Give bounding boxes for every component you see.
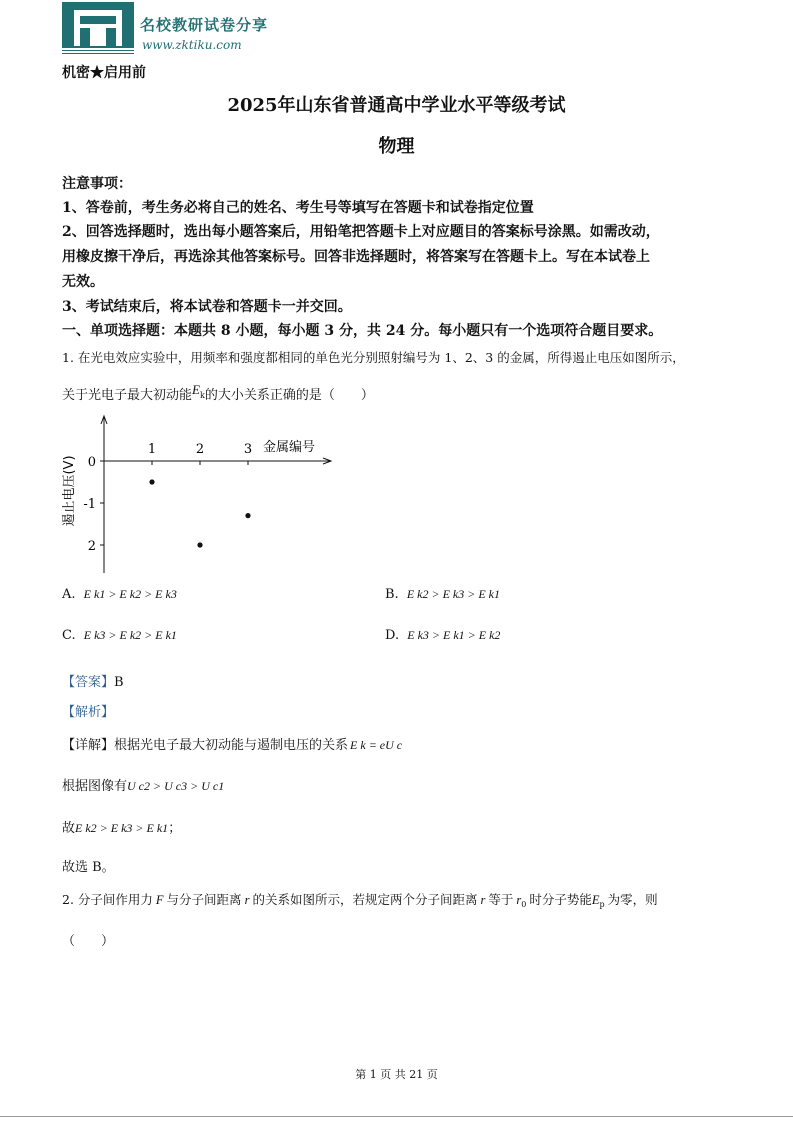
note-item-2-line-2: 用橡皮擦干净后，再选涂其他答案标号。回答非选择题时，将答案写在答题卡上。写在本试卷上 bbox=[62, 249, 650, 265]
stopping-voltage-chart bbox=[56, 408, 356, 578]
answer-tag: 【答案】 bbox=[62, 675, 115, 690]
site-logo bbox=[62, 2, 272, 56]
data-point bbox=[197, 542, 202, 547]
exam-subject: 物理 bbox=[378, 136, 415, 157]
q2-text-c: 的关系如图所示，若规定两个分子间距离 bbox=[252, 892, 478, 907]
q2-text-a: 2. 分子间作用力 bbox=[62, 892, 153, 907]
ek-symbol: E bbox=[192, 382, 200, 397]
q1-conclusion: 故选 B。 bbox=[62, 860, 115, 875]
q1-stem-text-b: 的大小关系正确的是（ ） bbox=[204, 388, 374, 403]
page-number: 第 1 页 共 21 页 bbox=[355, 1068, 438, 1081]
note-item-1: 1、答卷前，考生务必将自己的姓名、考生号等填写在答题卡和试卷指定位置 bbox=[62, 200, 534, 216]
note-item-2-line-3: 无效。 bbox=[62, 274, 104, 290]
step-2-text: 故 bbox=[62, 821, 76, 836]
q1-stem-text-a: 关于光电子最大初动能 bbox=[62, 388, 193, 403]
exam-title: 2025年山东省普通高中学业水平等级考试 bbox=[227, 95, 566, 116]
option-b[interactable] bbox=[385, 587, 500, 602]
y-axis-title: 遏止电压(V) bbox=[62, 455, 77, 527]
option-a-label: A. bbox=[62, 587, 76, 602]
q2-text-e: 时分子势能 bbox=[529, 892, 592, 907]
q1-stem-line-2 bbox=[62, 382, 374, 403]
note-item-3: 3、考试结束后，将本试卷和答题卡一并交回。 bbox=[62, 299, 352, 315]
y-tick-label: 2 bbox=[87, 539, 96, 554]
option-c[interactable] bbox=[62, 628, 177, 643]
x-tick-label: 1 bbox=[147, 442, 157, 457]
note-item-2-line-1: 2、回答选择题时，选出每小题答案后，用铅笔把答题卡上对应题目的答案标号涂黑。如需改动， bbox=[62, 224, 660, 240]
x-tick-label: 3 bbox=[243, 442, 253, 457]
step-1-text: 根据图像有 bbox=[62, 779, 128, 794]
data-point bbox=[149, 479, 154, 484]
ek-subscript: k bbox=[199, 391, 205, 400]
q2-ep-symbol: E bbox=[591, 893, 600, 907]
notes-heading: 注意事项： bbox=[62, 176, 132, 192]
option-b-expr: E k2 > E k3 > E k1 bbox=[406, 587, 500, 601]
answer-value: B bbox=[114, 675, 124, 690]
option-a-expr: E k1 > E k2 > E k3 bbox=[83, 587, 177, 601]
q2-text-b: 与分子间距离 bbox=[166, 892, 242, 907]
option-d-label: D. bbox=[385, 628, 400, 643]
option-c-label: C. bbox=[62, 628, 76, 643]
detail-text: 根据光电子最大初动能与遏制电压的关系 bbox=[114, 738, 349, 753]
q2-distance-symbol-2: r bbox=[480, 893, 486, 907]
option-d-expr: E k3 > E k1 > E k2 bbox=[407, 628, 501, 642]
q2-distance-symbol: r bbox=[244, 893, 250, 907]
q2-stem-line-1 bbox=[62, 890, 658, 909]
q1-step-1 bbox=[62, 775, 224, 794]
bottom-rule bbox=[0, 1116, 793, 1117]
q1-stem-line-1: 1. 在光电效应实验中，用频率和强度都相同的单色光分别照射编号为 1、2、3 的金属，所得遏止电压如图所示， bbox=[62, 350, 685, 365]
logo-name: 名校教研试卷分享 bbox=[140, 16, 269, 34]
logo-url: www.zktiku.com bbox=[142, 38, 242, 52]
step-1-formula: U c2 > U c3 > U c1 bbox=[127, 779, 225, 793]
q1-step-2 bbox=[62, 817, 181, 836]
detail-tag: 【详解】 bbox=[62, 738, 115, 753]
y-tick-label: 0 bbox=[87, 455, 96, 470]
q1-answer bbox=[62, 671, 124, 690]
x-tick-label: 2 bbox=[195, 442, 205, 457]
q2-text-f: 为零，则 bbox=[607, 892, 658, 907]
option-d[interactable] bbox=[385, 628, 500, 643]
option-b-label: B. bbox=[385, 587, 399, 602]
detail-formula: E k = eU c bbox=[350, 738, 403, 752]
y-tick-label: -1 bbox=[83, 497, 96, 512]
q1-detail bbox=[62, 734, 402, 753]
option-a[interactable] bbox=[62, 587, 177, 602]
q2-force-symbol: F bbox=[155, 893, 164, 907]
confidential-label: 机密★启用前 bbox=[62, 65, 146, 81]
q2-ep-subscript: p bbox=[599, 900, 605, 909]
chart-axes bbox=[61, 416, 331, 573]
option-c-expr: E k3 > E k2 > E k1 bbox=[83, 628, 177, 642]
data-point bbox=[245, 513, 250, 518]
chart-marks bbox=[149, 479, 250, 547]
q2-r0-subscript: 0 bbox=[521, 900, 527, 909]
logo-mark bbox=[62, 2, 134, 54]
q2-text-d: 等于 bbox=[488, 892, 514, 907]
x-axis-title: 金属编号 bbox=[263, 440, 316, 455]
q2-stem-line-2: （ ） bbox=[62, 934, 115, 949]
analysis-tag: 【解析】 bbox=[62, 705, 115, 720]
q2-r0-symbol: r bbox=[516, 893, 522, 907]
section-1-heading: 一、单项选择题：本题共 8 小题，每小题 3 分，共 24 分。每小题只有一个选项符合题目要求。 bbox=[62, 323, 663, 339]
step-2-end: ； bbox=[168, 821, 182, 836]
step-2-formula: E k2 > E k3 > E k1 bbox=[75, 821, 169, 835]
